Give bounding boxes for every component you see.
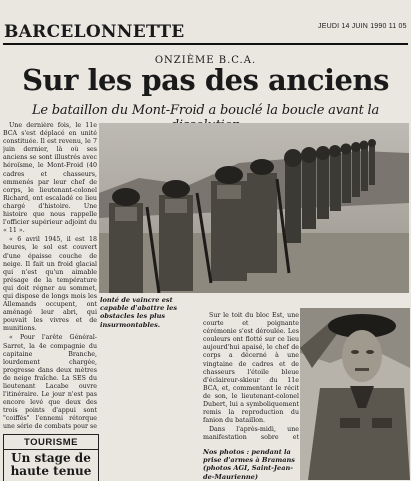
photo-soldiers-lineup: [99, 123, 409, 293]
tourisme-title: Un stage de haute tenue: [10, 451, 92, 478]
tourisme-box: [3, 434, 99, 481]
article-left-column: [3, 122, 97, 432]
paragraph: « 6 avril 1945, il est 18 heures, le sol est couvert d'une épaisse couche de neige. Il fait un froid glacial qui n'est qu'un aimable présage de la température qui doit régner au sommet, qui dispose de longs mois les Allemands occupent, ont aménagé leur abri, qui pouvait les vivres et de munitions.: [3, 236, 97, 333]
paragraph: Sur le toit du bloc Est, une courte et poignante cérémonie s'est déroulée. Les couleurs ont flotté sur ce lieu aujourd'hui apaisé, le chef de corps a décerné à une vingtaine de cadres et de chasseurs l'étoile bleue d'éclaireur-skieur du 11e BCA, et, commentant le récit de son, le lieutenant-colonel Dubert, lui a symboliquement remis la reproduction du fanion du bataillon.: [203, 312, 299, 425]
article-kicker: ONZIÈME B.C.A.: [154, 55, 257, 66]
paragraph: « Pour l'arête Général-Sarret, la 4e compagnie du capitaine Branche, lourdement chargée, progresse dans deux mètres de neige fraîche. La SES du lieutenant Lacabe ouvre l'itinéraire. Le jour n'est pas encore levé que deux des trois points d'appui sont "coiffés" l'ennemi rétorque une série de combats pour se: [3, 334, 97, 431]
paragraph: Dans l'après-midi, une manifestation sobre et: [203, 426, 299, 442]
newspaper-masthead: BARCELONNETTE: [4, 22, 185, 42]
photo-caption-top: lonté de vaincre est capable d'abattre les obstacles les plus insurmontables.: [100, 296, 178, 329]
article-headline: Sur les pas des anciens: [22, 63, 389, 97]
article-subhead: Le bataillon du Mont-Froid a bouclé la boucle avant la: [31, 103, 380, 118]
dateline: JEUDI 14 JUIN 1990 11 05: [318, 23, 407, 30]
tourisme-section-label: TOURISME: [4, 437, 98, 450]
paragraph: Une dernière fois, le 11e BCA s'est déplacé en unité constituée. Il est revenu, le 7 juin dernier, là où ses anciens se sont illustrés avec héroïsme, le Mont-Froid (40 cadres et chasseurs, emmenés par leur chef de corps, le lieutenant-colonel Richard, ont escaladé ce lieu chargé d'histoire. Une histoire que nous rappelle l'officier supérieur adjoint du « 11 ».: [3, 122, 97, 235]
masthead-rule: [3, 43, 408, 45]
article-right-column: [203, 312, 299, 442]
photo-officer-saluting: [300, 308, 410, 480]
photo-caption-bottom: Nos photos : pendant la prise d'armes à Bramans (photos AGI, Saint-Jean-de-Maurienne): [203, 448, 295, 481]
